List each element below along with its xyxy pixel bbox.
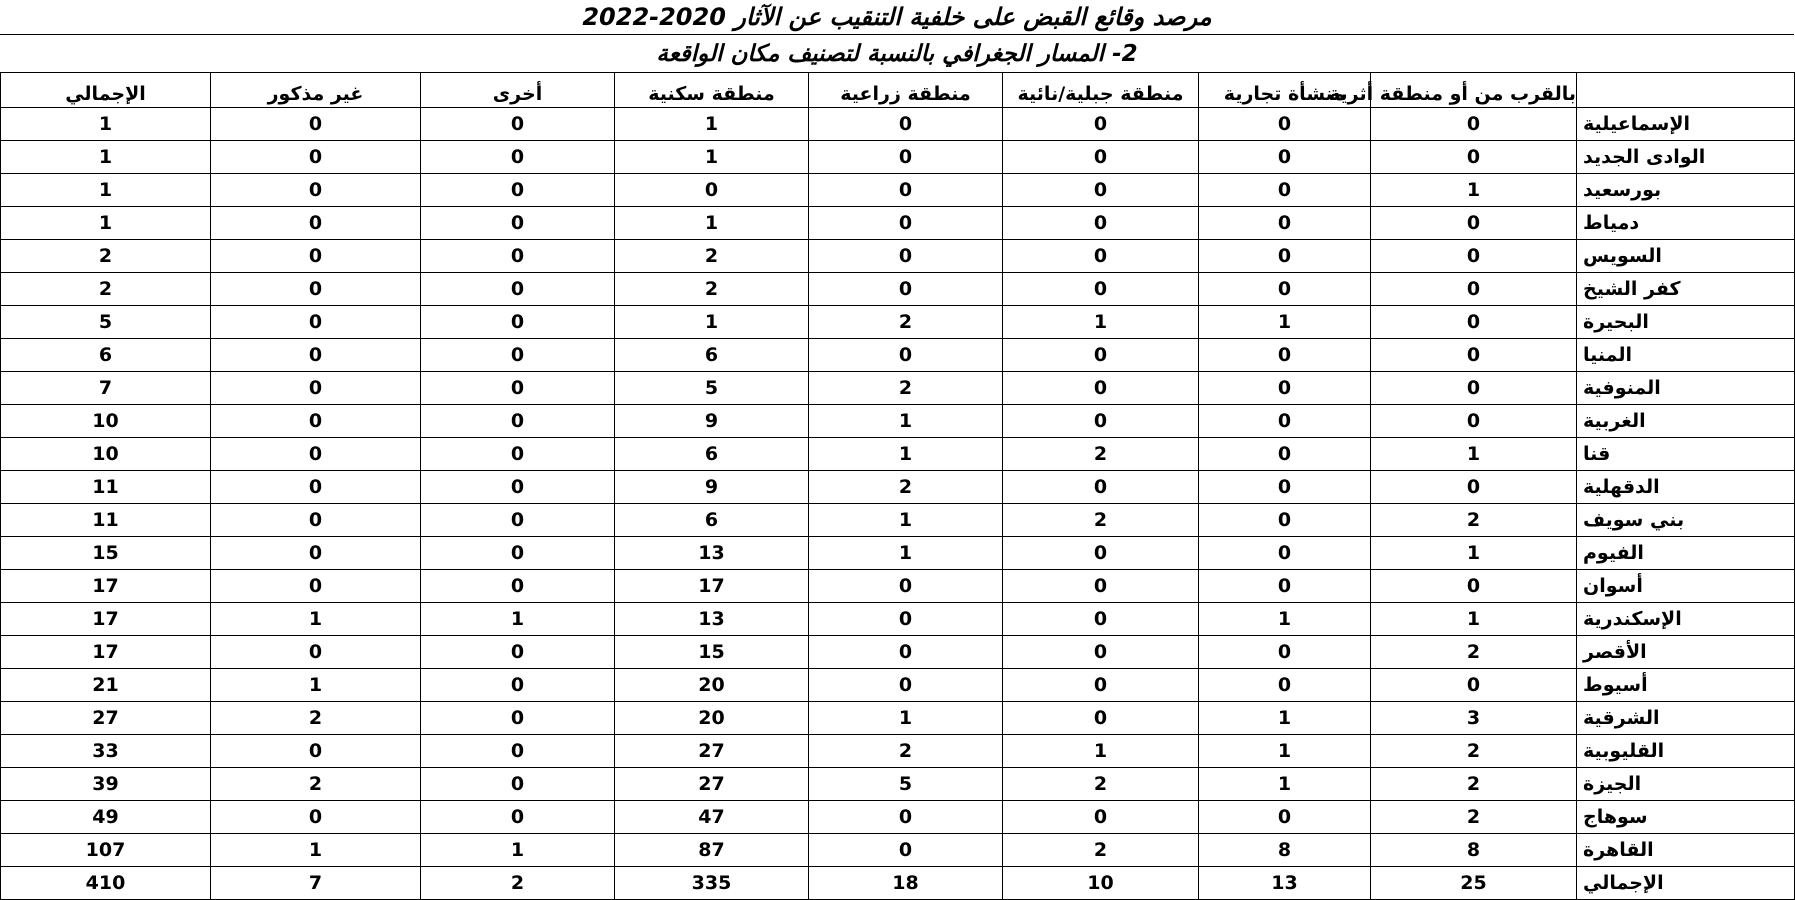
cell-total: 2: [1, 240, 211, 273]
cell-total: 5: [1, 306, 211, 339]
cell-near-archaeological: 0: [1371, 306, 1577, 339]
cell-total: 11: [1, 504, 211, 537]
cell-agricultural: 0: [809, 801, 1003, 834]
cell-residential: 5: [615, 372, 809, 405]
cell-commercial: 1: [1199, 603, 1371, 636]
cell-total: 17: [1, 570, 211, 603]
cell-commercial: 0: [1199, 504, 1371, 537]
cell-agricultural: 1: [809, 702, 1003, 735]
cell-residential: 1: [615, 207, 809, 240]
cell-agricultural: 2: [809, 471, 1003, 504]
cell-mountain-remote: 2: [1003, 504, 1199, 537]
cell-mountain-remote: 0: [1003, 570, 1199, 603]
cell-mountain-remote: 0: [1003, 603, 1199, 636]
cell-other: 2: [421, 867, 615, 900]
cell-other: 0: [421, 438, 615, 471]
cell-commercial: 0: [1199, 537, 1371, 570]
cell-commercial: 0: [1199, 240, 1371, 273]
cell-mountain-remote: 1: [1003, 306, 1199, 339]
governorate-name: الجيزة: [1577, 768, 1795, 801]
governorate-name: القليوبية: [1577, 735, 1795, 768]
cell-not-mentioned: 7: [211, 867, 421, 900]
cell-agricultural: 0: [809, 636, 1003, 669]
governorate-name: بني سويف: [1577, 504, 1795, 537]
column-header-corner: [1577, 73, 1795, 108]
cell-residential: 9: [615, 405, 809, 438]
table-row: [1, 240, 1795, 273]
cell-residential: 27: [615, 735, 809, 768]
table-row: [1, 570, 1795, 603]
cell-near-archaeological: 1: [1371, 174, 1577, 207]
cell-near-archaeological: 2: [1371, 504, 1577, 537]
cell-agricultural: 5: [809, 768, 1003, 801]
cell-near-archaeological: 1: [1371, 603, 1577, 636]
cell-residential: 6: [615, 438, 809, 471]
cell-not-mentioned: 0: [211, 174, 421, 207]
governorate-name: الإسكندرية: [1577, 603, 1795, 636]
column-header-near-archaeological: بالقرب من أو منطقة أثرية: [1371, 73, 1577, 108]
document-title: مرصد وقائع القبض على خلفية التنقيب عن الآثار 2020-2022: [582, 3, 1212, 31]
governorate-name: الشرقية: [1577, 702, 1795, 735]
cell-mountain-remote: 0: [1003, 636, 1199, 669]
cell-residential: 9: [615, 471, 809, 504]
cell-near-archaeological: 0: [1371, 273, 1577, 306]
cell-other: 0: [421, 537, 615, 570]
cell-residential: 15: [615, 636, 809, 669]
cell-residential: 17: [615, 570, 809, 603]
cell-other: 0: [421, 273, 615, 306]
cell-commercial: 0: [1199, 372, 1371, 405]
table-row: [1, 537, 1795, 570]
cell-commercial: 0: [1199, 801, 1371, 834]
cell-not-mentioned: 0: [211, 141, 421, 174]
cell-not-mentioned: 0: [211, 636, 421, 669]
table-header: [1, 73, 1795, 108]
cell-total: 21: [1, 669, 211, 702]
governorate-name: الفيوم: [1577, 537, 1795, 570]
cell-commercial: 0: [1199, 570, 1371, 603]
governorate-name: أسوان: [1577, 570, 1795, 603]
cell-agricultural: 0: [809, 834, 1003, 867]
cell-total: 6: [1, 339, 211, 372]
cell-mountain-remote: 0: [1003, 471, 1199, 504]
table-body: [1, 108, 1795, 900]
cell-not-mentioned: 1: [211, 669, 421, 702]
cell-other: 0: [421, 801, 615, 834]
cell-near-archaeological: 0: [1371, 339, 1577, 372]
cell-total: 17: [1, 636, 211, 669]
cell-total: 107: [1, 834, 211, 867]
cell-residential: 47: [615, 801, 809, 834]
cell-residential: 2: [615, 273, 809, 306]
cell-near-archaeological: 0: [1371, 108, 1577, 141]
cell-commercial: 0: [1199, 438, 1371, 471]
governorate-name: الدقهلية: [1577, 471, 1795, 504]
cell-near-archaeological: 2: [1371, 801, 1577, 834]
governorate-name: الإجمالي: [1577, 867, 1795, 900]
governorate-name: القاهرة: [1577, 834, 1795, 867]
cell-agricultural: 1: [809, 537, 1003, 570]
column-header-residential: منطقة سكنية: [615, 73, 809, 108]
cell-residential: 1: [615, 108, 809, 141]
column-header-other: أخرى: [421, 73, 615, 108]
cell-commercial: 0: [1199, 405, 1371, 438]
cell-not-mentioned: 0: [211, 801, 421, 834]
governorate-name: دمياط: [1577, 207, 1795, 240]
cell-near-archaeological: 0: [1371, 405, 1577, 438]
cell-other: 0: [421, 372, 615, 405]
cell-mountain-remote: 0: [1003, 339, 1199, 372]
governorate-name: الأقصر: [1577, 636, 1795, 669]
cell-agricultural: 0: [809, 570, 1003, 603]
cell-total: 49: [1, 801, 211, 834]
cell-other: 0: [421, 504, 615, 537]
cell-other: 0: [421, 174, 615, 207]
cell-total: 7: [1, 372, 211, 405]
governorate-table: [0, 72, 1795, 900]
governorate-name: المنوفية: [1577, 372, 1795, 405]
cell-mountain-remote: 1: [1003, 735, 1199, 768]
cell-commercial: 0: [1199, 207, 1371, 240]
cell-commercial: 1: [1199, 735, 1371, 768]
cell-agricultural: 0: [809, 108, 1003, 141]
cell-near-archaeological: 0: [1371, 471, 1577, 504]
table-row: [1, 504, 1795, 537]
table-row: [1, 669, 1795, 702]
column-header-total: الإجمالي: [1, 73, 211, 108]
table-row: [1, 702, 1795, 735]
cell-not-mentioned: 2: [211, 768, 421, 801]
cell-mountain-remote: 0: [1003, 801, 1199, 834]
governorate-name: المنيا: [1577, 339, 1795, 372]
cell-total: 1: [1, 141, 211, 174]
cell-agricultural: 0: [809, 273, 1003, 306]
cell-mountain-remote: 0: [1003, 273, 1199, 306]
cell-other: 0: [421, 240, 615, 273]
cell-commercial: 0: [1199, 108, 1371, 141]
cell-agricultural: 0: [809, 240, 1003, 273]
table-row: [1, 636, 1795, 669]
cell-mountain-remote: 2: [1003, 768, 1199, 801]
cell-not-mentioned: 0: [211, 735, 421, 768]
cell-near-archaeological: 1: [1371, 537, 1577, 570]
cell-residential: 20: [615, 669, 809, 702]
document-subtitle: 2- المسار الجغرافي بالنسبة لتصنيف مكان الواقعة: [656, 40, 1138, 67]
cell-commercial: 0: [1199, 471, 1371, 504]
table-row: [1, 735, 1795, 768]
cell-commercial: 0: [1199, 273, 1371, 306]
governorate-name: قنا: [1577, 438, 1795, 471]
column-header-agricultural: منطقة زراعية: [809, 73, 1003, 108]
cell-total: 17: [1, 603, 211, 636]
total-row: [1, 867, 1795, 900]
table-row: [1, 801, 1795, 834]
cell-not-mentioned: 0: [211, 504, 421, 537]
cell-not-mentioned: 0: [211, 405, 421, 438]
cell-commercial: 0: [1199, 669, 1371, 702]
cell-other: 1: [421, 603, 615, 636]
cell-near-archaeological: 0: [1371, 372, 1577, 405]
cell-commercial: 0: [1199, 339, 1371, 372]
cell-other: 0: [421, 141, 615, 174]
cell-near-archaeological: 2: [1371, 636, 1577, 669]
cell-near-archaeological: 2: [1371, 768, 1577, 801]
header-row: [1, 73, 1795, 108]
cell-mountain-remote: 0: [1003, 240, 1199, 273]
cell-not-mentioned: 0: [211, 108, 421, 141]
governorate-name: أسيوط: [1577, 669, 1795, 702]
cell-mountain-remote: 0: [1003, 669, 1199, 702]
governorate-name: البحيرة: [1577, 306, 1795, 339]
cell-residential: 6: [615, 504, 809, 537]
cell-agricultural: 1: [809, 438, 1003, 471]
cell-not-mentioned: 0: [211, 207, 421, 240]
table-row: [1, 603, 1795, 636]
cell-agricultural: 2: [809, 735, 1003, 768]
cell-other: 0: [421, 207, 615, 240]
subtitle-row: [0, 35, 1794, 72]
governorate-name: كفر الشيخ: [1577, 273, 1795, 306]
table-row: [1, 768, 1795, 801]
cell-near-archaeological: 25: [1371, 867, 1577, 900]
table-row: [1, 306, 1795, 339]
table-row: [1, 174, 1795, 207]
cell-other: 0: [421, 471, 615, 504]
cell-commercial: 1: [1199, 702, 1371, 735]
cell-residential: 2: [615, 240, 809, 273]
table-row: [1, 273, 1795, 306]
cell-not-mentioned: 1: [211, 603, 421, 636]
cell-not-mentioned: 2: [211, 702, 421, 735]
cell-not-mentioned: 0: [211, 339, 421, 372]
cell-other: 0: [421, 570, 615, 603]
cell-not-mentioned: 0: [211, 306, 421, 339]
cell-mountain-remote: 2: [1003, 438, 1199, 471]
cell-near-archaeological: 0: [1371, 240, 1577, 273]
cell-residential: 20: [615, 702, 809, 735]
cell-mountain-remote: 0: [1003, 372, 1199, 405]
cell-other: 0: [421, 405, 615, 438]
cell-total: 10: [1, 405, 211, 438]
cell-not-mentioned: 0: [211, 537, 421, 570]
cell-mountain-remote: 0: [1003, 702, 1199, 735]
cell-total: 1: [1, 207, 211, 240]
table-row: [1, 141, 1795, 174]
cell-residential: 1: [615, 141, 809, 174]
governorate-name: بورسعيد: [1577, 174, 1795, 207]
cell-total: 33: [1, 735, 211, 768]
column-header-not-mentioned: غير مذكور: [211, 73, 421, 108]
cell-agricultural: 18: [809, 867, 1003, 900]
table-row: [1, 438, 1795, 471]
table-row: [1, 834, 1795, 867]
cell-agricultural: 0: [809, 339, 1003, 372]
cell-agricultural: 0: [809, 603, 1003, 636]
cell-mountain-remote: 0: [1003, 537, 1199, 570]
cell-not-mentioned: 0: [211, 438, 421, 471]
table-row: [1, 339, 1795, 372]
cell-mountain-remote: 10: [1003, 867, 1199, 900]
cell-agricultural: 0: [809, 141, 1003, 174]
cell-residential: 13: [615, 603, 809, 636]
cell-agricultural: 2: [809, 372, 1003, 405]
cell-residential: 87: [615, 834, 809, 867]
column-header-mountain-remote: منطقة جبلية/نائية: [1003, 73, 1199, 108]
cell-near-archaeological: 3: [1371, 702, 1577, 735]
cell-total: 27: [1, 702, 211, 735]
cell-agricultural: 0: [809, 174, 1003, 207]
table-row: [1, 108, 1795, 141]
table-row: [1, 207, 1795, 240]
table-row: [1, 372, 1795, 405]
cell-commercial: 1: [1199, 306, 1371, 339]
cell-total: 1: [1, 174, 211, 207]
table-row: [1, 471, 1795, 504]
cell-commercial: 0: [1199, 141, 1371, 174]
cell-total: 15: [1, 537, 211, 570]
table-row: [1, 405, 1795, 438]
governorate-name: الإسماعيلية: [1577, 108, 1795, 141]
cell-other: 0: [421, 306, 615, 339]
cell-near-archaeological: 8: [1371, 834, 1577, 867]
cell-other: 0: [421, 735, 615, 768]
cell-commercial: 13: [1199, 867, 1371, 900]
cell-not-mentioned: 0: [211, 240, 421, 273]
cell-other: 0: [421, 636, 615, 669]
cell-commercial: 1: [1199, 768, 1371, 801]
cell-residential: 1: [615, 306, 809, 339]
cell-mountain-remote: 0: [1003, 405, 1199, 438]
cell-other: 0: [421, 339, 615, 372]
cell-total: 1: [1, 108, 211, 141]
cell-not-mentioned: 0: [211, 372, 421, 405]
cell-near-archaeological: 1: [1371, 438, 1577, 471]
cell-mountain-remote: 0: [1003, 108, 1199, 141]
cell-near-archaeological: 0: [1371, 669, 1577, 702]
cell-near-archaeological: 0: [1371, 207, 1577, 240]
title-row: [0, 0, 1794, 35]
cell-not-mentioned: 0: [211, 273, 421, 306]
cell-not-mentioned: 0: [211, 570, 421, 603]
cell-agricultural: 1: [809, 405, 1003, 438]
governorate-name: الوادى الجديد: [1577, 141, 1795, 174]
governorate-name: الغربية: [1577, 405, 1795, 438]
cell-residential: 13: [615, 537, 809, 570]
governorate-name: سوهاج: [1577, 801, 1795, 834]
cell-near-archaeological: 2: [1371, 735, 1577, 768]
cell-near-archaeological: 0: [1371, 570, 1577, 603]
cell-commercial: 0: [1199, 636, 1371, 669]
cell-total: 410: [1, 867, 211, 900]
cell-mountain-remote: 0: [1003, 141, 1199, 174]
cell-residential: 0: [615, 174, 809, 207]
column-header-commercial: منشأة تجارية: [1199, 73, 1371, 108]
cell-other: 0: [421, 702, 615, 735]
cell-mountain-remote: 2: [1003, 834, 1199, 867]
cell-agricultural: 0: [809, 207, 1003, 240]
cell-total: 2: [1, 273, 211, 306]
cell-other: 0: [421, 669, 615, 702]
cell-not-mentioned: 0: [211, 471, 421, 504]
governorate-name: السويس: [1577, 240, 1795, 273]
cell-other: 1: [421, 834, 615, 867]
cell-near-archaeological: 0: [1371, 141, 1577, 174]
cell-total: 11: [1, 471, 211, 504]
cell-mountain-remote: 0: [1003, 207, 1199, 240]
cell-residential: 6: [615, 339, 809, 372]
cell-total: 10: [1, 438, 211, 471]
cell-residential: 335: [615, 867, 809, 900]
cell-residential: 27: [615, 768, 809, 801]
cell-other: 0: [421, 108, 615, 141]
cell-agricultural: 0: [809, 669, 1003, 702]
cell-agricultural: 1: [809, 504, 1003, 537]
cell-mountain-remote: 0: [1003, 174, 1199, 207]
cell-total: 39: [1, 768, 211, 801]
cell-not-mentioned: 1: [211, 834, 421, 867]
cell-commercial: 0: [1199, 174, 1371, 207]
cell-agricultural: 2: [809, 306, 1003, 339]
cell-commercial: 8: [1199, 834, 1371, 867]
cell-other: 0: [421, 768, 615, 801]
